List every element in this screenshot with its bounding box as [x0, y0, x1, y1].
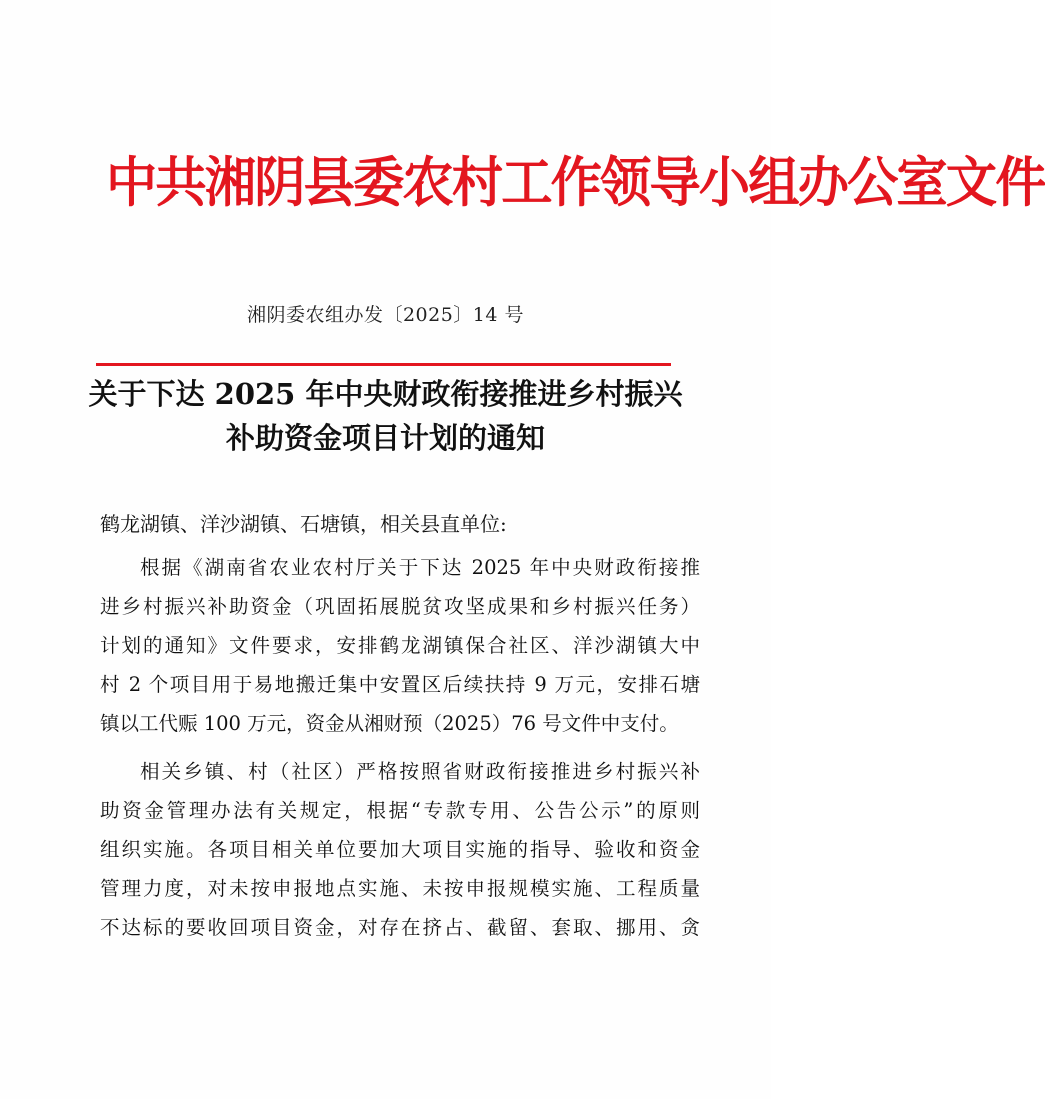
- document-header-title: 中共湘阴县委农村工作领导小组办公室文件: [106, 150, 1045, 214]
- paragraph-2-line-4: 管理力度，对未按申报地点实施、未按申报规模实施、工程质量: [100, 877, 700, 900]
- paragraph-1-line-3: 计划的通知》文件要求，安排鹤龙湖镇保合社区、洋沙湖镇大中: [100, 634, 700, 657]
- paragraph-1-line-4: 村 2 个项目用于易地搬迁集中安置区后续扶持 9 万元，安排石塘: [100, 673, 700, 696]
- document-number: 湘阴委农组办发〔2025〕14 号: [246, 304, 525, 326]
- notice-title-line-1: 关于下达 2025 年中央财政衔接推进乡村振兴: [88, 377, 683, 411]
- paragraph-1-line-1: 根据《湖南省农业农村厅关于下达 2025 年中央财政衔接推: [140, 556, 700, 579]
- document-body: [100, 548, 700, 947]
- paragraph-2-line-5: 不达标的要收回项目资金，对存在挤占、截留、套取、挪用、贪: [100, 916, 700, 939]
- paragraph-2-line-3: 组织实施。各项目相关单位要加大项目实施的指导、验收和资金: [100, 838, 700, 861]
- paragraph-1-line-2: 进乡村振兴补助资金（巩固拓展脱贫攻坚成果和乡村振兴任务）: [100, 595, 700, 618]
- addressee-line: 鹤龙湖镇、洋沙湖镇、石塘镇，相关县直单位:: [100, 512, 507, 536]
- paragraph-1-line-5: 镇以工代赈 100 万元，资金从湘财预（2025）76 号文件中支付。: [100, 712, 679, 735]
- notice-title-line-2: 补助资金项目计划的通知: [225, 421, 545, 455]
- red-divider-line: [96, 363, 671, 366]
- paragraph-2-line-2: 助资金管理办法有关规定，根据“专款专用、公告公示”的原则: [100, 799, 700, 822]
- notice-title: [60, 372, 711, 460]
- paragraph-2-line-1: 相关乡镇、村（社区）严格按照省财政衔接推进乡村振兴补: [140, 760, 700, 783]
